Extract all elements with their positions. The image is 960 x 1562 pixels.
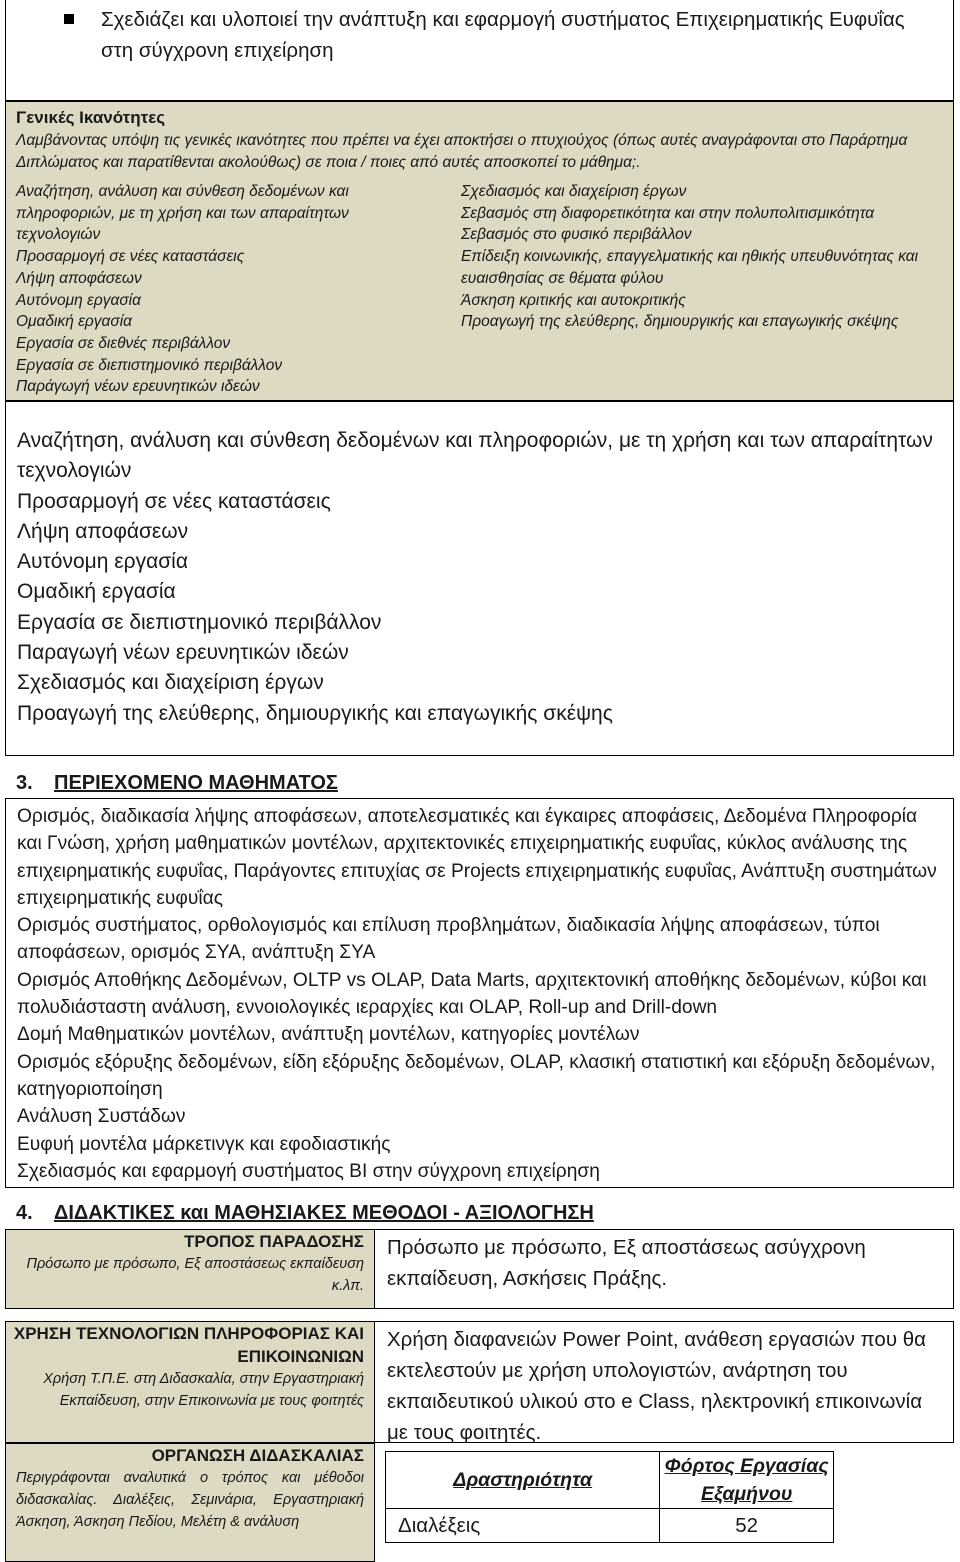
general-competences-title: Γενικές Ικανότητες (16, 108, 166, 127)
list-item: Λήψη αποφάσεων (16, 269, 142, 287)
ict-use-label: ΧΡΗΣΗ ΤΕΧΝΟΛΟΓΙΩΝ ΠΛΗΡΟΦΟΡΙΑΣ ΚΑΙ ΕΠΙΚΟΙΝΩΝΙΩΝ (13, 1324, 364, 1366)
workload-table (385, 1451, 834, 1543)
list-item: Αυτόνομη εργασία (16, 291, 141, 309)
list-item: Αυτόνομη εργασία (17, 550, 188, 574)
delivery-mode-label-cell (5, 1229, 375, 1309)
general-competences-right-list (461, 181, 951, 333)
list-item: Εργασία σε διεπιστημονικό περιβάλλον (16, 356, 283, 374)
list-item: Αναζήτηση, ανάλυση και σύνθεση δεδομένων και πληροφοριών, με τη χρήση και των απαραίτητων τεχνολογιών (17, 429, 933, 483)
list-item: Ορισμός συστήματος, ορθολογισμός και επίλυση προβλημάτων, διαδικασία λήψης αποφάσεων, τύποι αποφάσεων, ορισμός ΣΥΑ, ανάπτυξη ΣΥΑ (17, 915, 880, 964)
learning-outcome-text: Σχεδιάζει και υλοποιεί την ανάπτυξη και εφαρμογή συστήματος Επιχειρηματικής Ευφυΐας στη σύγχρονη επιχείρηση (101, 8, 905, 62)
course-content-box (5, 798, 954, 1188)
list-item: Παραγωγή νέων ερευνητικών ιδεών (17, 641, 349, 665)
list-item: Επίδειξη κοινωνικής, επαγγελματικής και ηθικής υπευθυνότητας και ευαισθησίας σε θέματα φύλου (461, 248, 919, 287)
list-item: Ορισμός, διαδικασία λήψης αποφάσεων, αποτελεσματικές και έγκαιρες αποφάσεις, Δεδομένα Πληροφορία και Γνώση, χρήση μαθηματικών μοντέλων, αρχιτεκτονικές επιχειρηματικής ευφυΐας, κύκλος ανάλυσης της επιχειρηματικής ευφυΐας, Παράγοντες επιτυχίας σε Projects επιχειρηματικής ευφυΐας, Ανάπτυξη συστημάτων επιχειρηματικής ευφυΐας (17, 806, 937, 909)
list-item: Προσαρμογή σε νέες καταστάσεις (17, 489, 331, 513)
list-item: Σεβασμός στη διαφορετικότητα και στην πολυπολιτισμικότητα (461, 204, 875, 222)
section-3-heading (16, 772, 338, 795)
delivery-mode-label: ΤΡΟΠΟΣ ΠΑΡΑΔΟΣΗΣ (184, 1232, 364, 1251)
workload-column-header: Φόρτος Εργασίας Εξαμήνου (660, 1452, 834, 1509)
section-number: 4. (16, 1202, 33, 1224)
list-item: Σχεδιασμός και διαχείριση έργων (17, 671, 324, 695)
ict-use-label-cell (5, 1321, 375, 1443)
list-item: Ορισμός εξόρυξης δεδομένων, είδη εξόρυξης δεδομένων, OLAP, κλασική στατιστική και εξόρυξη δεδομένων, κατηγοριοποίηση (17, 1051, 936, 1100)
list-item: Σχεδιασμός και εφαρμογή συστήματος BI στην σύγχρονη επιχείρηση (17, 1160, 600, 1182)
square-bullet-icon (64, 14, 74, 24)
list-item: Σχεδιασμός και διαχείριση έργων (461, 183, 687, 200)
list-item: Ορισμός Αποθήκης Δεδομένων, OLTP vs OLAP, Data Marts, αρχιτεκτονική αποθήκης δεδομένων, κύβοι και πολυδιάσταστη ανάλυση, εννοιολογικές ιεραρχίες και OLAP, Roll-up and Drill-down (17, 969, 927, 1019)
list-item: Ομαδική εργασία (16, 313, 133, 331)
general-competences-left-list (16, 181, 406, 398)
list-item: Σεβασμός στο φυσικό περιβάλλον (461, 226, 692, 244)
table-row (386, 1509, 834, 1543)
list-item: Εργασία σε διεπιστημονικό περιβάλλον (17, 610, 382, 634)
table-header-row (386, 1452, 834, 1509)
selected-competences-list (17, 426, 942, 729)
list-item: Δομή Μαθηματικών μοντέλων, ανάπτυξη μοντέλων, κατηγορίες μοντέλων (17, 1024, 640, 1046)
list-item: Προαγωγή της ελεύθερης, δημιουργικής και επαγωγικής σκέψης (461, 313, 899, 331)
delivery-mode-hint: Πρόσωπο με πρόσωπο, Εξ αποστάσεως εκπαίδευση κ.λπ. (26, 1256, 364, 1294)
general-competences-box (5, 101, 954, 401)
section-4-heading (16, 1202, 594, 1225)
list-item: Λήψη αποφάσεων (17, 519, 189, 543)
selected-competences-box (5, 401, 954, 756)
teaching-organization-label-cell (5, 1443, 375, 1562)
section-title: ΠΕΡΙΕΧΟΜΕΝΟ ΜΑΘΗΜΑΤΟΣ (54, 772, 338, 794)
section-number: 3. (16, 772, 33, 794)
activity-cell: Διαλέξεις (386, 1509, 660, 1543)
workload-cell: 52 (660, 1509, 834, 1543)
list-item: Εργασία σε διεθνές περιβάλλον (16, 334, 231, 352)
list-item: Ανάλυση Συστάδων (17, 1106, 186, 1128)
teaching-organization-hint: Περιγράφονται αναλυτικά ο τρόπος και μέθοδοι διδασκαλίας. Διαλέξεις, Σεμινάρια, Εργαστηριακή Άσκηση, Άσκηση Πεδίου, Μελέτη & ανάλυση (16, 1470, 364, 1530)
learning-outcome-box (5, 0, 954, 101)
ict-use-value: Χρήση διαφανειών Power Point, ανάθεση εργασιών που θα εκτελεστούν με χρήση υπολογιστών, ανάρτηση του εκπαιδευτικού υλικού στο e Class, ηλεκτρονική επικοινωνία με τους φοιτητές. (375, 1321, 954, 1443)
list-item: Ευφυή μοντέλα μάρκετινγκ και εφοδιαστικής (17, 1133, 391, 1155)
list-item: Προαγωγή της ελεύθερης, δημιουργικής και επαγωγικής σκέψης (17, 701, 613, 725)
delivery-mode-value: Πρόσωπο με πρόσωπο, Εξ αποστάσεως ασύγχρονη εκπαίδευση, Ασκήσεις Πράξης. (375, 1229, 954, 1309)
activity-column-header: Δραστηριότητα (386, 1452, 660, 1509)
teaching-organization-label: ΟΡΓΑΝΩΣΗ ΔΙΔΑΣΚΑΛΙΑΣ (151, 1446, 364, 1465)
list-item: Προσαρμογή σε νέες καταστάσεις (16, 248, 245, 266)
general-competences-intro: Λαμβάνοντας υπόψη τις γενικές ικανότητες που πρέπει να έχει αποκτήσει ο πτυχιούχος (όπως αυτές αναγράφονται στο Παράρτημα Διπλώματος και παρατίθενται ακολούθως) σε ποια / ποιες από αυτές αποσκοπεί το μάθημα;. (16, 132, 908, 171)
list-item: Ομαδική εργασία (17, 580, 176, 604)
section-title: ΔΙΔΑΚΤΙΚΕΣ και ΜΑΘΗΣΙΑΚΕΣ ΜΕΘΟΔΟΙ - ΑΞΙΟΛΟΓΗΣΗ (54, 1202, 594, 1224)
list-item: Αναζήτηση, ανάλυση και σύνθεση δεδομένων και πληροφοριών, με τη χρήση και των απαραίτητων τεχνολογιών (16, 183, 349, 244)
list-item: Άσκηση κριτικής και αυτοκριτικής (461, 291, 686, 309)
list-item: Παράγωγή νέων ερευνητικών ιδεών (16, 378, 260, 396)
ict-use-hint: Χρήση Τ.Π.Ε. στη Διδασκαλία, στην Εργαστηριακή Εκπαίδευση, στην Επικοινωνία με τους φοιτητές (43, 1371, 364, 1409)
course-content-list (17, 803, 947, 1185)
